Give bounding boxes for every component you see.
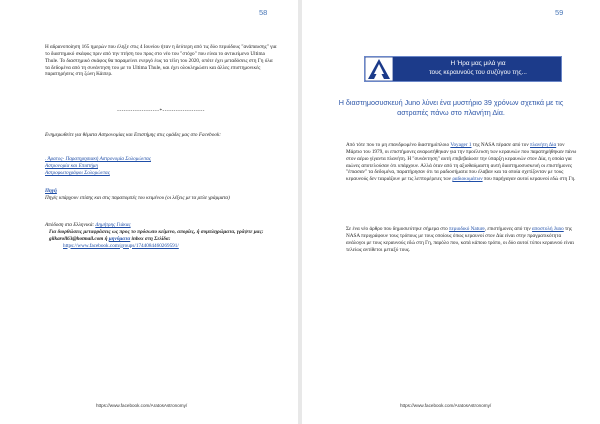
- jupiter-link[interactable]: πλανήτη Δία: [530, 142, 557, 148]
- article-paragraph-2: [346, 226, 580, 253]
- left-page: [0, 0, 298, 424]
- group-link-astrophotographers[interactable]: Αστροφωτογράφοι Σολομώντας: [45, 169, 110, 176]
- p2-text-a: Σε ένα νέο άρθρο που δημοσιεύτηκε σήμερα στο: [346, 226, 449, 232]
- section-separator: -------------------*-------------------: [117, 108, 205, 114]
- translator-link[interactable]: Δημήτρης Γιάκας: [95, 222, 131, 228]
- aratos-logo-icon: [365, 57, 393, 81]
- correction-messages-link[interactable]: μηνύματα: [108, 235, 131, 242]
- page-number: 58: [259, 8, 268, 17]
- group-link-aratos[interactable]: . Άρατος- Παρατηρησιακή Αστρονομία Σολομώντας: [45, 156, 151, 162]
- radio-waves-link[interactable]: ραδιοκυμάτων: [452, 176, 483, 183]
- right-page: [302, 0, 600, 424]
- group-links: [45, 156, 277, 177]
- page-footer-url: https://www.facebook.com/AratosAstronomy/: [400, 403, 492, 408]
- source-section: [45, 188, 277, 202]
- translation-prefix: Απόδοση στα Ελληνικά:: [45, 222, 96, 228]
- juno-mission-link[interactable]: αποστολή Juno: [532, 226, 564, 232]
- banner-line-2: τους κεραυνούς του συζύγου της...: [429, 68, 527, 76]
- page-number: 59: [555, 8, 564, 17]
- credits-section: Απόδοση στα Ελληνικά: Δημήτρης Γιάκας Για διορθώσεις μεταφράσεις ως προς το πρόσωπο κείμενο, απορίες, ή συμπληρώματα, γράψτε μας: gilkaroll63@hotmail.com ή μηνύματα inbox στη Σελίδα: https://www.facebook.com/groups/1744084460269591/: [45, 222, 264, 249]
- voyager-link[interactable]: Voyager 1: [450, 142, 472, 148]
- banner-line-1: Η Ήρα μας μιλά για: [450, 60, 506, 67]
- correction-text: Για διορθώσεις μεταφράσεις ως προς το πρόσωπο κείμενο, απορίες, ή συμπληρώματα, γράψτε μας: gilkaroll63@hotmail.com: [49, 228, 264, 242]
- p1-text-a: Από τότε που το μη επανδρωμένο διαστημόπλοιο: [346, 142, 451, 148]
- page-footer-url: https://www.facebook.com/AratosAstronomy/: [96, 403, 188, 408]
- p1-text-b: της NASA πέρασε από τον: [471, 142, 530, 148]
- correction-suffix: inbox στη Σελίδα:: [131, 235, 171, 242]
- facebook-group-link[interactable]: https://www.facebook.com/groups/1744084460269591/: [63, 242, 179, 249]
- groups-intro: Ενημερωθείτε για θέματα Αστρονομίας και Επιστήμης στις ομάδες μας στο Facebook:: [45, 132, 221, 138]
- article-banner: [364, 56, 562, 82]
- nature-journal-link[interactable]: περιοδικό Nature: [449, 226, 485, 232]
- p1-text-d: που παρήγαγαν αυτοί κεραυνοί εδώ στη Γη.: [482, 176, 576, 183]
- article-headline: Η διαστημοσυσκευή Juno λύνει ένα μυστήριο 39 χρόνων σχετικά με τις αστραπές πάνω στο πλανήτη Δία.: [338, 98, 564, 117]
- group-link-astronomy-science[interactable]: Αστρονομία και Επιστήμη: [45, 162, 98, 169]
- source-heading-link[interactable]: Πηγή: [45, 188, 57, 194]
- p2-text-b: , επιστήμονες από την: [484, 226, 533, 232]
- left-page-body: [45, 44, 277, 78]
- article-paragraph-1: [346, 142, 580, 183]
- intro-paragraph: Η αδρανοποίηση 165 ημερών που έληξε στις 4 Ιουνίου ήταν η δεύτερη από τις δύο περιόδους "ανάπαυσης" για το διαστημικό σκάφος πριν από την πτήση του προς στο νέο του "στόχο" που είναι το αντικείμενο Ultima Thule. Το διαστημικό σκάφος θα παραμείνει ενεργό έως τα τέλη του 2020, οπότε έχει μεταδόσεις στη Γη όλα τα δεδομένα από τη συνάντηση του με το Ultima Thule, και έχει ολοκληρώσει και άλλες επιστημονικές παρατηρήσεις στη ζώνη Κάιπερ.: [45, 44, 277, 78]
- banner-text: [397, 60, 559, 77]
- p1-text-c: τον Μάρτιο του 1979, οι επιστήμονες αναρωτήθηκαν για την προέλευση των κεραυνών που παρατηρήθηκαν πάνω στον αέριο γίγαντα πλανήτη. Η "συνάντηση" αυτή επιβεβαίωσε την ύπαρξη κεραυνών στον Δία, η οποία για αιώνες αποτελούσαν ότι υπάρχουν. Αλλά όταν από τη αξιοθαύμαστη αυτή διαστημοσυσκευή οι επιστήμονες "έπιασαν" τα δεδομένα, παρατήρησαν ότι τα ραδιοσήματα που έλαβαν και τα οποία σχετίζονταν με τους κεραυνούς δεν ταιριάζουν με τις λεπτομέρειες των: [346, 142, 577, 183]
- p2-text-c: της NASA περιγράφουν τους τρόπους με τους οποίους όπως κεραυνοί στον Δία είναι στην πραγματικότητα ανάλογοι με τους κεραυνούς εδώ στη Γη, παρόλο που, κατά κάποιο τρόπο, οι δύο αυτοί τύποι κεραυνού είναι τελείως αντίθετοι μεταξύ τους.: [346, 226, 574, 253]
- source-text: Πηγές υπάρχουν επίσης και στις παραπομπές του κειμένου (οι λέξεις με τα μπλε γράμματα): [45, 194, 230, 201]
